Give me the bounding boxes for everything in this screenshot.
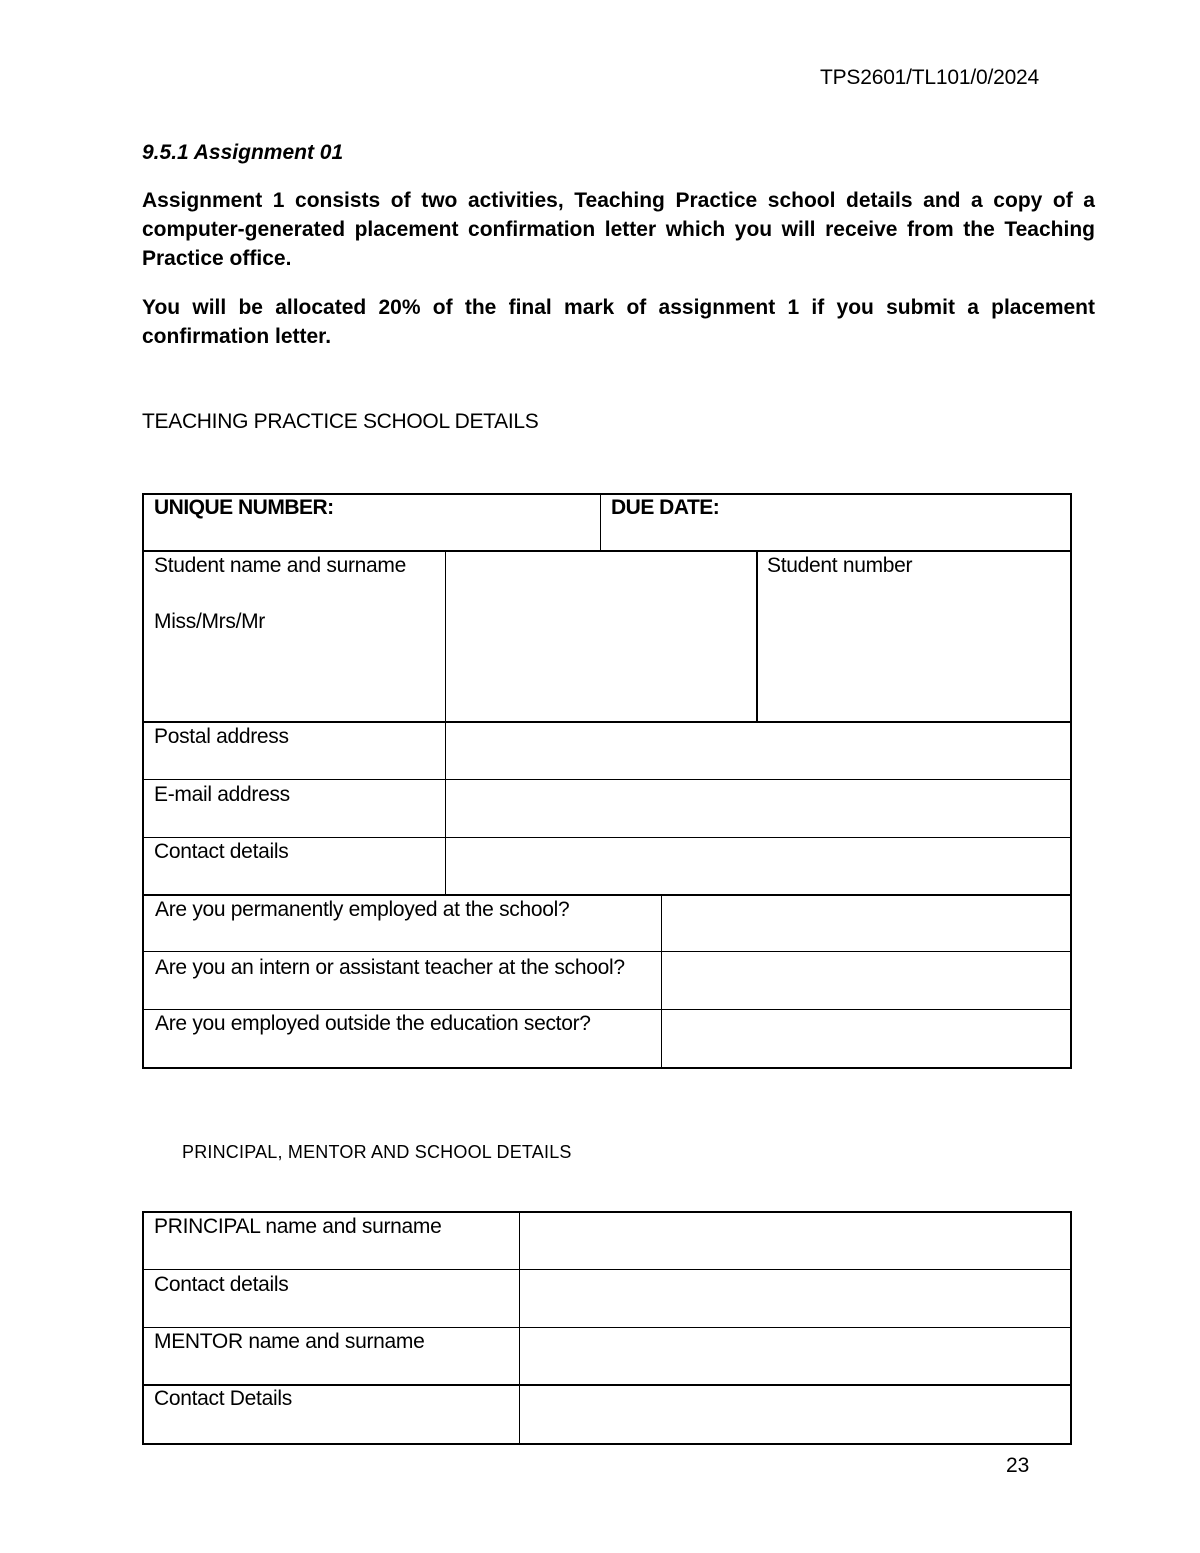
student-name-label: Student name and surname	[154, 554, 406, 577]
principal-name-label: PRINCIPAL name and surname	[154, 1215, 442, 1238]
principal-details-title: PRINCIPAL, MENTOR AND SCHOOL DETAILS	[182, 1142, 572, 1162]
outside-sector-answer[interactable]	[663, 1011, 1069, 1066]
due-date-field[interactable]	[735, 496, 1069, 548]
due-date-label: DUE DATE:	[611, 496, 720, 519]
school-details-title: TEACHING PRACTICE SCHOOL DETAILS	[142, 410, 539, 433]
mentor-contact-field[interactable]	[521, 1387, 1069, 1442]
intern-answer[interactable]	[663, 953, 1069, 1008]
mentor-name-label: MENTOR name and surname	[154, 1330, 425, 1353]
email-address-field[interactable]	[447, 781, 1069, 836]
student-number-label: Student number	[767, 554, 913, 577]
email-address-label: E-mail address	[154, 783, 290, 806]
outside-sector-question: Are you employed outside the education sector?	[155, 1012, 591, 1035]
assignment-heading: 9.5.1 Assignment 01	[142, 141, 344, 164]
intern-question: Are you an intern or assistant teacher at the school?	[155, 956, 625, 979]
mentor-name-field[interactable]	[521, 1329, 1069, 1383]
permanent-employment-question: Are you permanently employed at the school?	[155, 898, 570, 921]
principal-contact-label: Contact details	[154, 1273, 289, 1296]
page-number: 23	[1006, 1454, 1030, 1477]
contact-details-field[interactable]	[447, 839, 1069, 893]
principal-contact-field[interactable]	[521, 1271, 1069, 1326]
postal-address-label: Postal address	[154, 725, 289, 748]
postal-address-field[interactable]	[447, 724, 1069, 778]
student-number-field[interactable]	[759, 582, 1069, 720]
marks-allocation-note: You will be allocated 20% of the final mark of assignment 1 if you submit a placement confirmation letter.	[142, 296, 1095, 348]
unique-number-label: UNIQUE NUMBER:	[154, 496, 334, 519]
mentor-contact-label: Contact Details	[154, 1387, 292, 1410]
principal-name-field[interactable]	[521, 1214, 1069, 1268]
title-options-label: Miss/Mrs/Mr	[154, 610, 266, 633]
assignment-description: Assignment 1 consists of two activities, Teaching Practice school details and a copy of a computer-generated placement confirmation letter which you will receive from the Teaching Practice office.	[142, 189, 1095, 270]
document-code: TPS2601/TL101/0/2024	[820, 66, 1040, 89]
unique-number-field[interactable]	[352, 496, 598, 548]
permanent-employment-answer[interactable]	[663, 897, 1069, 950]
contact-details-label: Contact details	[154, 840, 289, 863]
student-name-field[interactable]	[447, 553, 754, 720]
